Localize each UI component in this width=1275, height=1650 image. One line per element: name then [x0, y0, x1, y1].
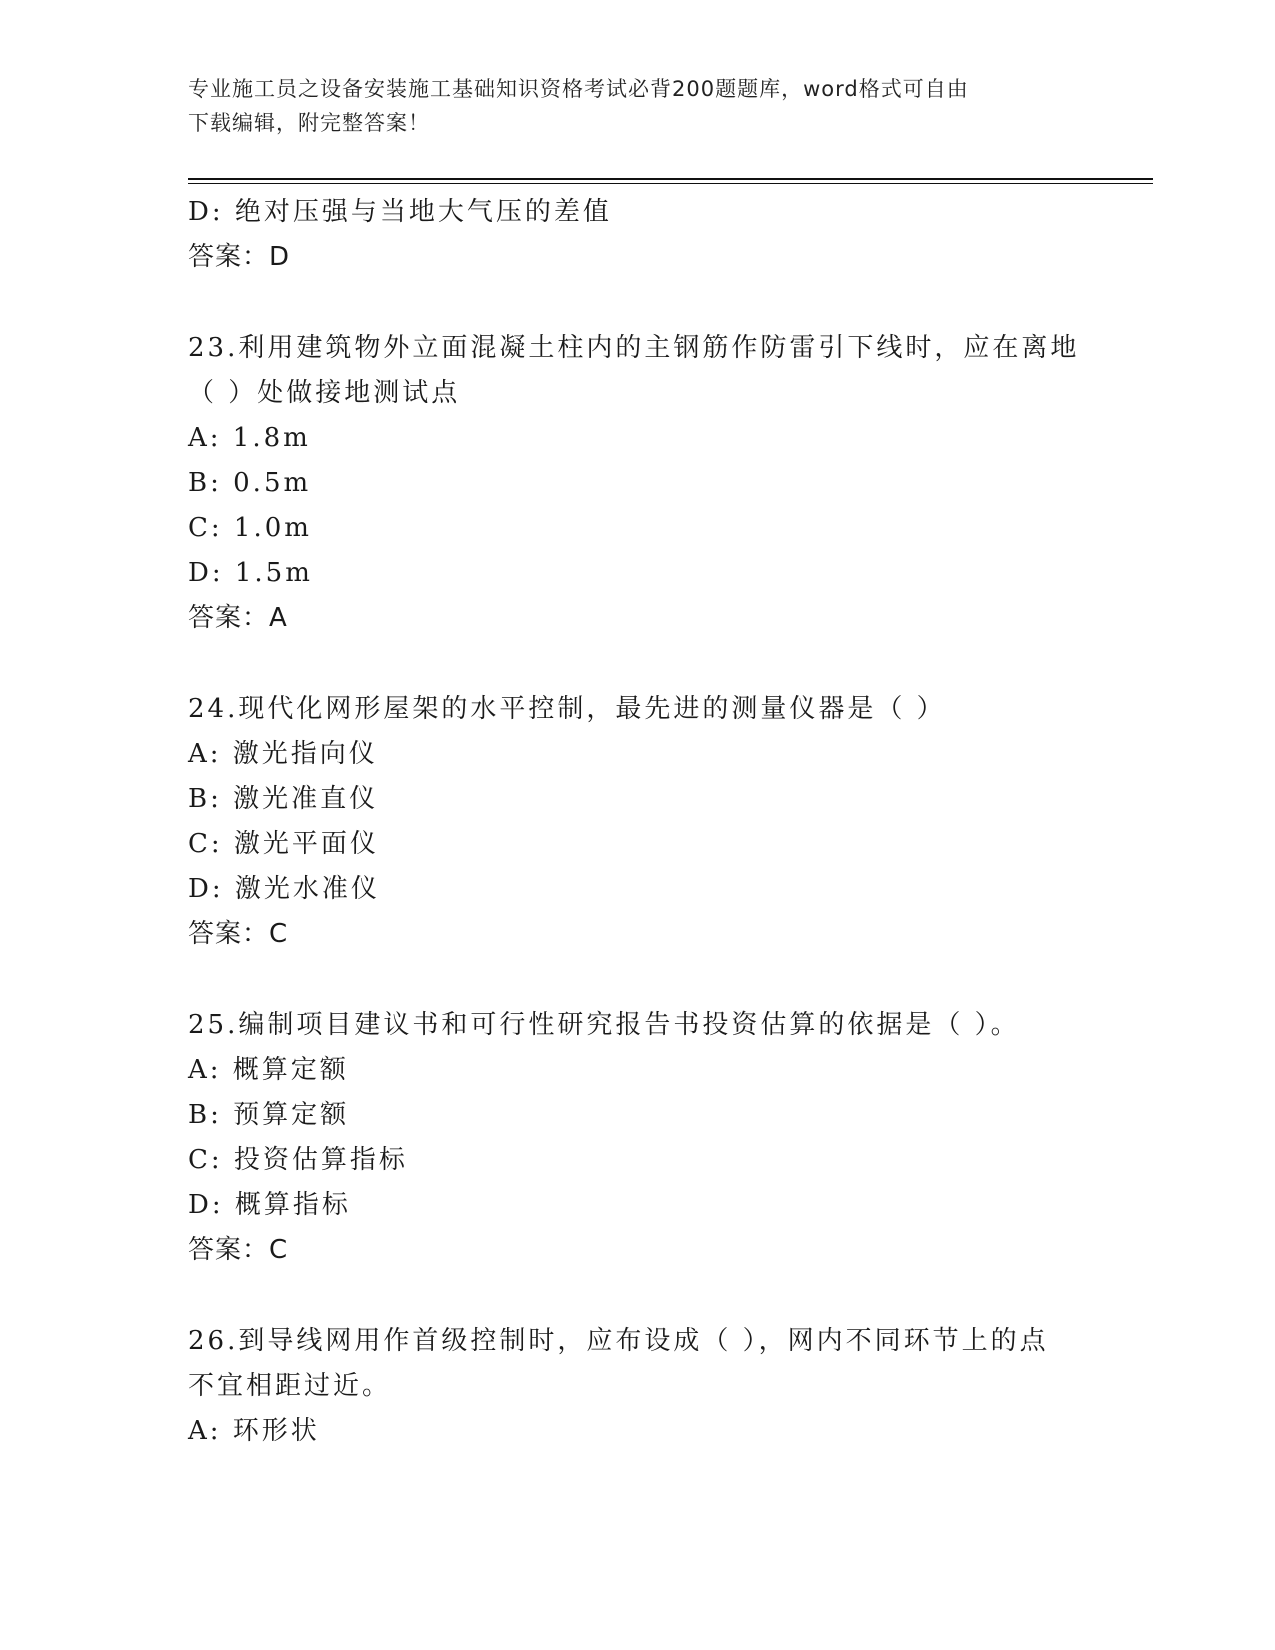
option-a: A: 环形状 [188, 1416, 320, 1446]
question-stem-continued: 不宜相距过近。 [188, 1371, 392, 1401]
question-22-tail [188, 190, 1088, 280]
option-b: B: 激光准直仪 [188, 784, 379, 814]
document-header [188, 72, 1068, 140]
option-b: B: 预算定额 [188, 1100, 350, 1130]
question-stem-continued: （ ）处做接地测试点 [188, 378, 461, 408]
header-title-line-1: 专业施工员之设备安装施工基础知识资格考试必背200题题库，word格式可自由 [188, 77, 969, 101]
header-divider-thick [188, 178, 1153, 180]
option-b: B: 0.5m [188, 468, 312, 498]
option-c: C: 1.0m [188, 513, 312, 543]
question-list [188, 190, 1088, 1454]
option-a: A: 概算定额 [188, 1055, 349, 1085]
question-stem: 26.到导线网用作首级控制时，应布设成（ ），网内不同环节上的点 [188, 1326, 1049, 1356]
question-25 [188, 1003, 1088, 1273]
header-divider-thin [188, 183, 1153, 184]
option-c: C: 激光平面仪 [188, 829, 379, 859]
spacer [188, 1273, 1088, 1319]
answer-line: 答案：D [188, 242, 291, 272]
spacer [188, 957, 1088, 1003]
question-stem: 23.利用建筑物外立面混凝土柱内的主钢筋作防雷引下线时，应在离地 [188, 333, 1080, 363]
spacer [188, 280, 1088, 326]
option-a: A: 激光指向仪 [188, 739, 378, 769]
answer-line: 答案：C [188, 919, 289, 949]
spacer [188, 641, 1088, 687]
option-c: C: 投资估算指标 [188, 1145, 408, 1175]
option-a: A: 1.8m [188, 423, 311, 453]
question-stem: 25.编制项目建议书和可行性研究报告书投资估算的依据是（ ）。 [188, 1010, 1020, 1040]
answer-line: 答案：A [188, 603, 288, 633]
answer-line: 答案：C [188, 1235, 289, 1265]
question-23 [188, 326, 1088, 641]
question-26 [188, 1319, 1088, 1454]
option-d: D: 1.5m [188, 558, 313, 588]
question-24 [188, 687, 1088, 957]
header-title-line-2: 下载编辑，附完整答案！ [188, 111, 430, 135]
option-d: D: 激光水准仪 [188, 874, 380, 904]
question-stem: 24.现代化网形屋架的水平控制，最先进的测量仪器是（ ） [188, 694, 946, 724]
option-d: D: 绝对压强与当地大气压的差值 [188, 197, 612, 227]
option-d: D: 概算指标 [188, 1190, 351, 1220]
